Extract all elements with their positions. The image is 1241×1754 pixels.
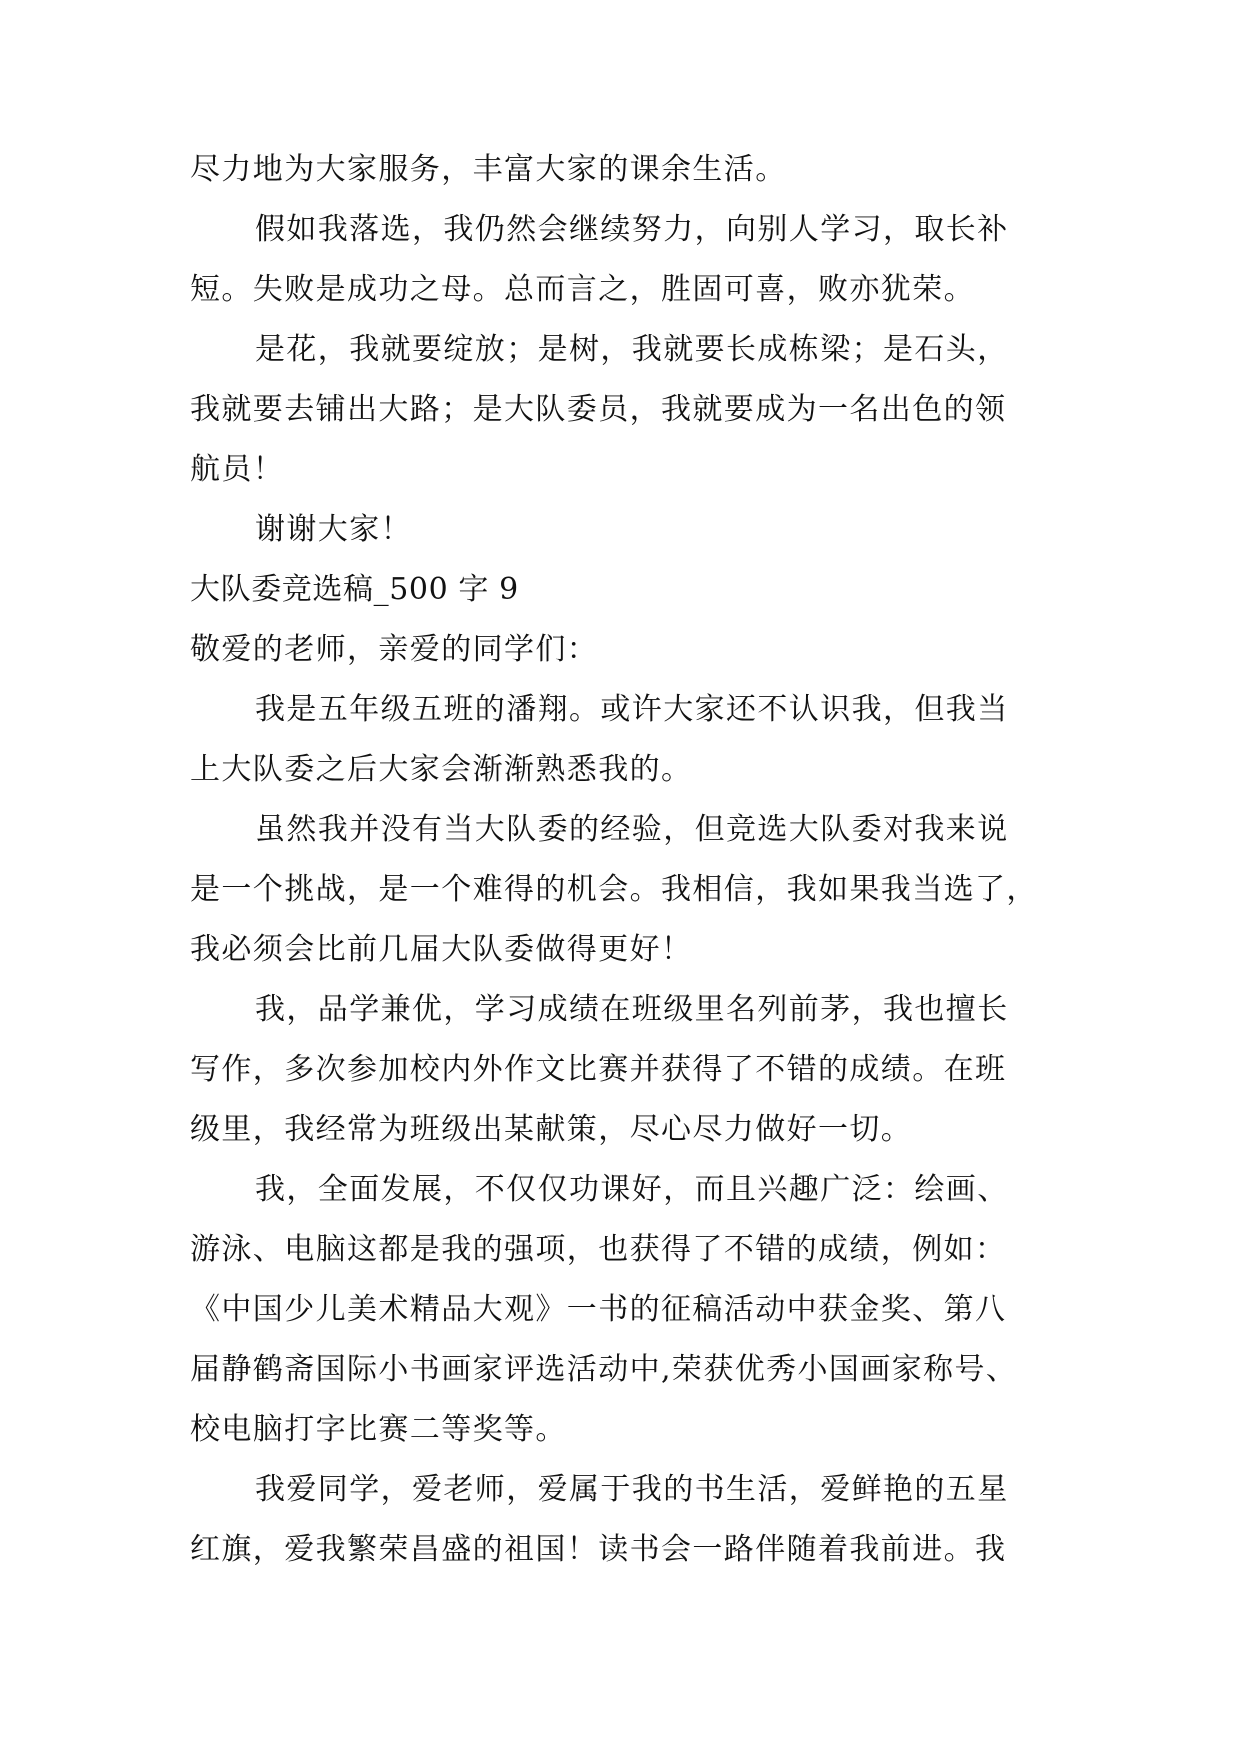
section-title: 大队委竞选稿_500 字 9 — [190, 572, 519, 607]
text-line: 上大队委之后大家会渐渐熟悉我的。 — [190, 752, 693, 787]
text-line: 尽力地为大家服务，丰富大家的课余生活。 — [190, 152, 787, 187]
text-line: 届静鹤斋国际小书画家评选活动中,荣获优秀小国画家称号、 — [190, 1352, 1018, 1387]
text-line: 我必须会比前几届大队委做得更好！ — [190, 932, 693, 967]
paragraph-start: 我，品学兼优，学习成绩在班级里名列前茅，我也擅长 — [255, 992, 1009, 1027]
paragraph-start: 假如我落选，我仍然会继续努力，向别人学习，取长补 — [255, 212, 1009, 247]
text-line: 写作，多次参加校内外作文比赛并获得了不错的成绩。在班 — [190, 1052, 1007, 1087]
text-line: 级里，我经常为班级出某献策，尽心尽力做好一切。 — [190, 1112, 913, 1147]
paragraph-start: 虽然我并没有当大队委的经验，但竞选大队委对我来说 — [255, 812, 1009, 847]
text-line: 是一个挑战，是一个难得的机会。我相信，我如果我当选了， — [190, 872, 1038, 907]
text-line: 红旗，爱我繁荣昌盛的祖国！读书会一路伴随着我前进。我 — [190, 1532, 1007, 1567]
paragraph-start: 我爱同学，爱老师，爱属于我的书生活，爱鲜艳的五星 — [255, 1472, 1009, 1507]
text-line: 短。失败是成功之母。总而言之，胜固可喜，败亦犹荣。 — [190, 272, 975, 307]
paragraph-start: 我是五年级五班的潘翔。或许大家还不认识我，但我当 — [255, 692, 1009, 727]
paragraph-start: 是花，我就要绽放；是树，我就要长成栋梁；是石头， — [255, 332, 1009, 367]
text-line: 《中国少儿美术精品大观》一书的征稿活动中获金奖、第八 — [190, 1292, 1007, 1327]
text-line: 校电脑打字比赛二等奖等。 — [190, 1412, 567, 1447]
salutation: 敬爱的老师，亲爱的同学们： — [190, 632, 599, 667]
text-line: 游泳、电脑这都是我的强项，也获得了不错的成绩，例如： — [190, 1232, 1007, 1267]
text-line: 我就要去铺出大路；是大队委员，我就要成为一名出色的领 — [190, 392, 1007, 427]
text-line: 航员！ — [190, 452, 285, 487]
paragraph-start: 我，全面发展，不仅仅功课好，而且兴趣广泛：绘画、 — [255, 1172, 1009, 1207]
paragraph-start: 谢谢大家！ — [255, 512, 412, 547]
